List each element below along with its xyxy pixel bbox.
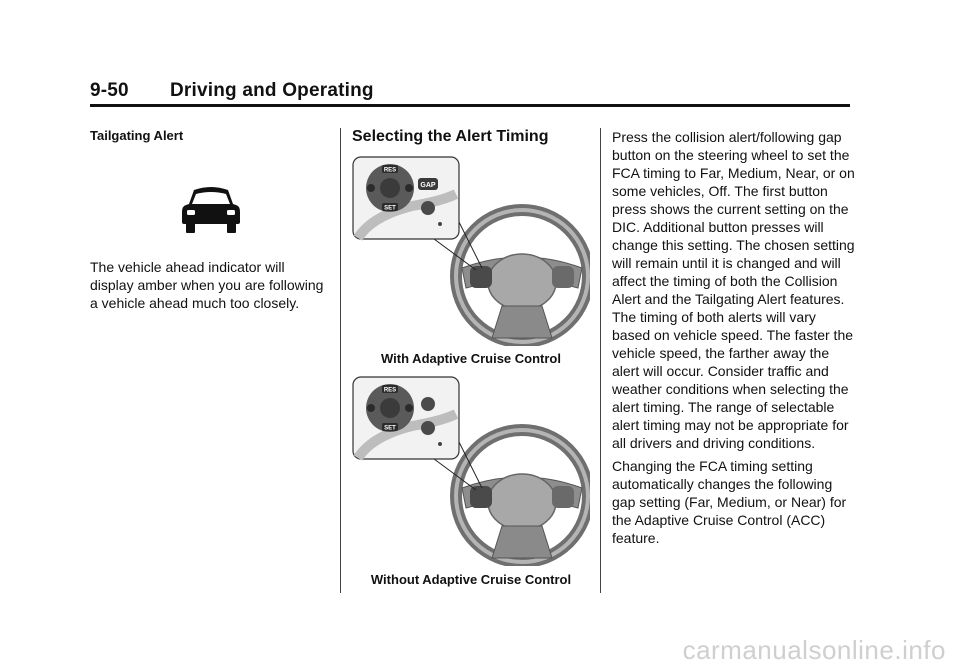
vehicle-ahead-indicator-icon <box>180 184 242 234</box>
tailgating-alert-text <box>90 258 330 312</box>
section-title: Driving and Operating <box>170 80 374 101</box>
fca-timing-paragraph: Press the collision alert/following gap button on the steering wheel to set the FCA timing to Far, Medium, Near, or on some vehicles, Off. The first button press shows the current setting on the DIC. Additional button presses will change this setting. The chosen setting will remain until it is changed and will affect the timing of both the Collision Alert and the Tailgating Alert features. The timing of both alerts will vary based on vehicle speed. The faster the vehicle speed, the farther away the alert will occur. Consider traffic and weather conditions when selecting the alert timing. The range of selectable alert timing may not be appropriate for all drivers and driving conditions. <box>612 129 855 451</box>
vehicle-ahead-paragraph: The vehicle ahead indicator will display amber when you are following a vehicle ahead much too closely. <box>90 259 324 311</box>
set-button-label: SET <box>384 205 396 212</box>
alert-timing-heading: Selecting the Alert Timing <box>352 128 549 145</box>
middle-column <box>352 128 592 146</box>
steering-wheel-acc-figure <box>352 156 590 346</box>
left-column <box>90 128 330 143</box>
page-number: 9-50 <box>90 80 129 101</box>
header-rule <box>90 104 850 107</box>
figure2-caption-wrap <box>340 572 602 587</box>
gap-button-label: GAP <box>420 182 436 189</box>
res-button-label-2: RES <box>383 387 397 394</box>
with-acc-caption: With Adaptive Cruise Control <box>381 351 561 366</box>
res-button-label: RES <box>383 167 397 174</box>
column-divider-right <box>600 128 601 593</box>
alert-timing-text-1 <box>612 128 857 452</box>
column-divider-left <box>340 128 341 593</box>
page-header <box>90 80 850 104</box>
alert-timing-text-2 <box>612 457 857 547</box>
figure1-caption-wrap <box>352 351 590 366</box>
steering-wheel-no-acc-figure <box>352 376 590 566</box>
watermark-text: carmanualsonline.info <box>682 635 946 665</box>
tailgating-alert-subheading: Tailgating Alert <box>90 128 184 143</box>
acc-gap-paragraph: Changing the FCA timing setting automatically changes the following gap setting (Far, Medium, or Near) for the Adaptive Cruise Control (ACC) feature. <box>612 458 847 546</box>
set-button-label-2: SET <box>384 425 396 432</box>
without-acc-caption: Without Adaptive Cruise Control <box>370 572 572 587</box>
